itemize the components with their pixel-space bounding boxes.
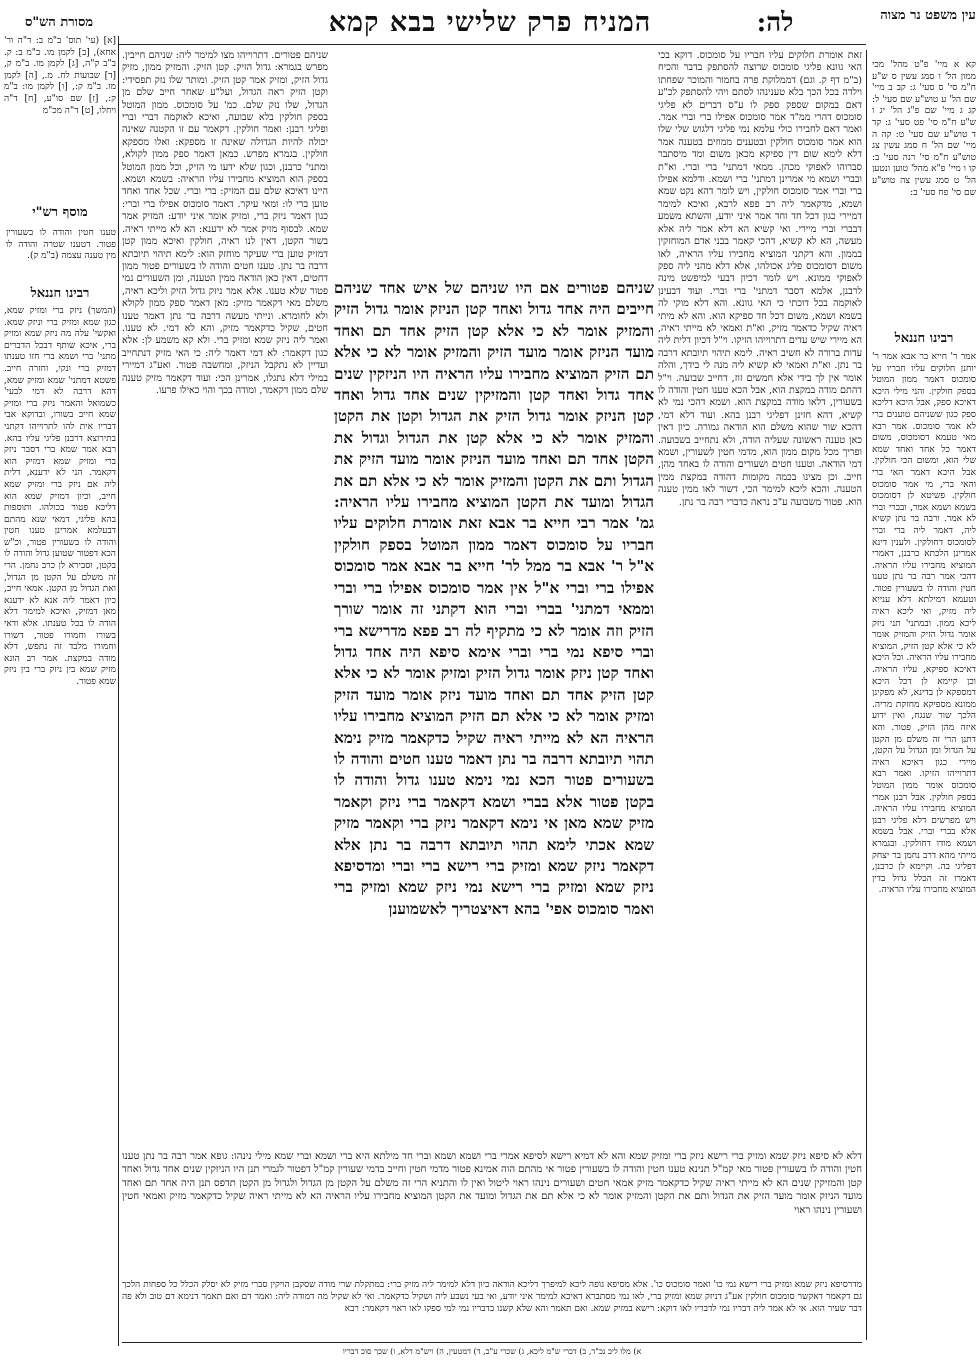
musaf-rashi-text: טענו חטין והודה לו בשעורין פטור. דטענו שטרה והודה לו מין טענה עצמה (ב"מ ק). bbox=[6, 228, 116, 262]
musaf-rashi-heading: מוסף רש"י bbox=[32, 205, 88, 220]
ein-mishpat-text: קא א מיי' פ"ט מהל' מכי ממון הל' ו סמג עשין ס ש"ע ח"מ סי' ס סעי' ג: קב ב מיי' שם הל' ע טוש"ע שם סעי' ל: קג ג מיי' שם פ"ג הל' יג ו ש"ע ח"מ סי' פט סעי' ג: קד ד טוש"ע שם סעי' ט: קה ה מיי' שם הל' ח סמג עשין צג טוש"ע ח"מ סי' רנה סעי' ב: קו ו מיי' פ"א מהל' טוען ונטען הל' ט סמג עשין צה טוש"ע שם סי' פח סעי' ב: bbox=[872, 60, 976, 198]
rabbenu-hananel-left-text: (המשך) ניזק ברי ומזיק שמא, כגון שמא ומזיק ברי וניזק שמא. ואקשי' עלה מה ניזק שמא ומזיק ברי, איכא שותף דבכל הדברים מתני' ברי ושמא ברי חזו טענתו דמזיק ברי ונקי, וחזרה חייב. פשטא דמתני' שמא ומזיק שמא, דהא דרבה לא דמי לבעי' כשמואל והאמר ניזק ברי ומזיק שמא חייב בשורו, ובדוקא אבי דבריו אית להו לתרוייהו דקתני בתירוצא דרבנן פליגי עליו בהא. רבא אמר שמא ברי דסבר ניזק ברי ומזיק שמא דמזיק הוא דקאמר. הני לא ידענא, דלית ליה אם ניזק ברי ומזיק שמא חייב, וכיון דמזיק שמא הוא דליכא פטור בכולהו. ותוספות בהא פליגי, דמאי שנא מהתם דבעלמא אמרינן טענו חטין והודה לו בשעורין פטור, וכ"ש הכא דפטור שטוען גדול והודה לו בקטן, וסבירא לן כרב נחמן. הרי זה משלם על הקטן מן הגדול, ואת הגדול מן הקטן. אמאי חייב, כיון דאמר ליה אנא לא ידענא מאן דמזיק, ואיכא למימר דלא הודה לו בכל טענתו. אלא ודאי בשורו וחמורו פטור, דשורו וחמורו מלבד זה נתפש, דלא מודה במקצת. אמר רב הונא מזיק שמא בין ניזק ברי בין ניזק שמא פטור. bbox=[4, 306, 116, 687]
mesoret-hashas-text: [א] (עי' תוס' ב"מ ב: ד"ה ור' אחא), [ב] לקמן מו. ב"מ ב: ק. ב"ב ק"ה, [ג] לקמן מו. ב"מ ק, [ד] שבועות לח. מ., [ה] לקמן מו. ב"מ ק:, [ו] לקמן מו: ב"מ ק:, [ז] שם סו"ע, [ח] ד"ה ויחלו, [ט] ד"ה מכ"מ bbox=[4, 36, 116, 116]
rabbenu-hananel-right-text: אמר ר' חייא בר אבא אמר ר' יוחנן חלוקים עליו חבריו על סומכוס דאמר ממון המוטל בספק חולקין. והני מילי היכא דאיכא ספק, אבל היכא דליכא ספק כגון ששניהם טוענים ברי לא אמר סומכוס. אמר רבא מאי טעמא דסומכוס, משום דאמר כל אחד ואחד שמא שלי הוא, ומשום הכי חולקין. אבל היכא דאמר האי ברי והאי ברי, מי אמר סומכוס חולקין. פשיטא לן דסומכוס בשמא ושמא אמר, ובברי וברי לא אמר. ורבה בר נתן קשיא ליה, דאמר ליה ברי וברי לסומכוס דחולקין. ולענין דינא אמרינן הלכתא כרבנן, דאמרי המוציא מחבירו עליו הראיה. דהכי אמר רבה בר נתן טענו חטין והודה לו בשעורין פטור. וטעמא דמילתא דלא ענייא ליה מזיק, ואי ליכא ראיה ליכא ממון. ובמתני' תני ניזק אומר גדול הזיק והמזיק אומר לא כי אלא קטן הזיק, המוציא מחבירו עליו הראיה. וכל היכא דאיכא ספיקא, עליו הראיה. וכן קיימא לן דכל היכא דמספקא לן בדינא, לא מפקינן ממונא מספיקא מחזקת מריה. הלכך שור שנגח, ואין ידוע איזה מהן הזיק, פטור. והא דתנן הרי זה משלם מן הקטן על הגדול ומן הגדול על הקטן, מיירי כגון דאיכא ראיה דתרוייהו הזיקו. ואמר רבא סומכוס אומר ממון המוטל בספק חולקין. אבל רבנן אמרי המוציא מחבירו עליו הראיה. ויש מפרשים דלא פליגי רבנן אלא בברי וברי. אבל בשמא ושמא מודו דחולקין. ובגמרא מייתי מהא דרב נחמן בר יצחק דפליגי בה. וקיימא לן כרבנן, דאמרו זה הכלל גדול בדין המוציא מחבירו עליו הראיה. bbox=[872, 352, 976, 896]
rabbenu-hananel-right-heading: רבינו חננאל bbox=[894, 331, 954, 346]
left-column-rule bbox=[118, 36, 119, 1346]
page-title: המניח פרק שלישי בבא קמא bbox=[328, 7, 652, 38]
daf-number: לה: bbox=[756, 8, 794, 38]
right-column-rule bbox=[866, 50, 867, 1340]
tosafot-lower: מדרסיפא ניזק שמא ומזיק ברי רישא נמי כו' ואמר סומכוס כו'. אלא מסיפא גופה ליכא למיפרך דליכא הודאה כיון דלא למימר ליה מזיק ברי: במתקלת שרי מודה שסקבן הויקין סברי מזיק לא יסלק הכלל כל ספחות הלכך גם דקאמר דאקשר סומכוס חולקין אע"ג דניזק שמא ומזיק ברי, לאו נמי מסתברא דאיכא למימר איני יודע, ואי בעי נשבע ליה ושקיל כדקאמר. ואי לא שקיל מה דמודה ליה: ואמר דם ואם תאמר דנימא דם טוב ולא פה דבר שעיר הוא. אי לא אמר ליה דבריו נמי לדבריו לאו דוקא: רישא במזיק שמא. ואם תאמר והא שלא קשנו בדבריו נמי למי ספקו לאו ראוי דקאמר: רבא bbox=[122, 1280, 862, 1314]
header-rule bbox=[118, 44, 866, 45]
rashi-column: שניהם פטורים. דתרוייהו מצו למימר ליה: שניהם חייבין. מפרש בגמרא: גדול הזיק. קטן הזיק. והמזיק ממון, מזיק גדול הזיק, ומזיק אמר קטן הזיק. ומותר שלו נזק תפסידי: וקטן הזיק ראה הגדול, ועל"ע שאחר חייב שלם מן הגדול, שלו נזק שלם. כמ' על סומכוס. ממון המוטל בספק חולקין בלא שבועה, ואיכא לאוקמה דברי וברי ופליגי רבנן: ואמר חולקין. דקאמר עם זו הקטנה שאינה יכולה להיות הגדולה שאינה זו מספקא: ואלו מספקא חולקין. בגמרא מפרש. כמאן דאמר ספק ממון לקולא, ומתני' כרבנן, וכגון שלא ידעו מי הזיק, וכל ממון המוטל בספק הוא המוציא מחבירו עליו הראיה: בשמא ושמא. היינו דאיכא שלם עם המזיק: ברי וברי. שכל אחד ואחד טוען ברי לו: ומאי עיקר. דאמר סומכוס אפילו ברי וברי: כגון דאמר ניזק ברי, ומזיק אומר איני יודע: המזיק אמר שמא. לבסוף מזיק אמר לא ידענא: הא לא מייתי ראיה. בשור הקטן, דאין לנו ראיה, חולקין ואיכא ממון קטן דמזיק טוען ברי שעיקר מוחזק הוא: לימא תיהוי תיובתא דרבה בר נתן. טענו חטים והודה לו בשעורים פטור ממון דחטים, דאין כאן הודאה ממין הטענה, ומן השעורים נמי פטור שלא טענו. אלא אמר ניזק גדול הזיק וליכא ראיה, משלם מאי דקאמר מזיק: מאן דאמר ספק ממון לקולא ולא לחומרא. ונייתי מעשה דרבה בר נתן דאמר טענו חטים, שקיל כדקאמר מזיק, והא לא דמי. לא טענו. ואמר ליה ניזק שמא ומזיק ברי. ולא קא משמע לן: אלא כגון דקאמר: לא דמי דאמר ליה: כי האי מזיק דנתחייב ועדיין לא נתקבל הניזק, ומחשבה פטור. ואע"ג דמיירי במילי דלא נתגלו, אמרינן הכי: ועוד דקאמר מזיק טענה שלם ממון דקאמר, ומודה בכך והוי כאילו פרעו. bbox=[122, 50, 328, 396]
mesoret-hashas-heading: מסורת הש"ס bbox=[24, 15, 94, 30]
gemara-continuation: דלא לא סיפא ניזק שמא ומזיק ברי רישא ניזק ברי ומזיק שמא והא לא דמיא רישא לסיפא אמרי ברי ושמא ושמא וברי חד מילתא היא ברי ושמא וברי שמא מילי נינהו: גופא אמר רבה בר נתן טענו חטין והודה לו בשעורין פטור מאי קמ"ל תנינא טענו חטין והודה לו בשעורין פטור אי מהתם הוה אמינא פטור מדמי חטין וחייב בדמי שעורין קמ"ל דפטור לגמרי תנן היו הניזקין שנים אחד גדול ואחד קטן והמזיקין שנים הא לא מייתי ראיה שקיל כדקאמר מזיק אמאי חטים ושעורים נינהו ראוי ליטול ואין לו והתניא הרי זה משלם על הקטן מן הגדול ולגדול מן הקטן תדפס תנן היה אחד תם ואחד מועד הניזק אומר מועד הזיק את הגדול ותם את הקטן והמזיק אומר לא כי אלא תם את הגדול ומועד את הקטן המוציא מחבירו עליו הראיה הא לא מייתי ראיה שקיל כדקאמר מזיק ואמאי חטין ושעורין נינהו ראוי bbox=[122, 1151, 862, 1216]
tosafot-column: זאת אומרת חלוקים עליו חבריו על סומכוס. דוקא בכי האי גוונא פליגי סומכוס שרוצה להסתפק בדבר והכיח (ב"מ דף ק. וגם) דממלוקת פרה בחמור והמוכר שפחתו וילדה בכל הכך בלא טענינהו לסתם ויהי להסתפק לכ"ע דאם במקום שספק ספק לו ע"ס דברים לא פליגי סומכוס דהרי ממ"ד אמר סומכוס אפילו ברי וברי אמר. ואמר דאם לחבירו כולי עלמא נמי פליגי דלגוש שלי שלו הוא אמר סומכוס חולקין ובטענים ממוזים בטענה אמר דלא לימא שום דין ספיקא מכאן משום ומד מיסתבר סברוהו לאפוקי מכהן. ממאי דמתני' ברי וברי. וא"ת ובברי ושמא מי אמרינן דמתני' ברי ושמא. ודלמא אפילו ברי וברי אמר סומכוס חולקין, ויש לומר דהא נקט שמא ושמא, מדקאמר ליה רב פפא לרבא, ואיכא למימר דמיירי כגון דכל חד וחד אמר איני יודע, והשתא משמע דבברי וברי מיירי. ואי קשיא הא דלא אמר ליה אלא מעשה, הא לא קשיא, דהכי קאמר בבני אדם המוחזקין בממון. והא דקתני המוציא מחבירו עליו הראיה, לאו משום דסומכוס פליג אכולהו, אלא דלא מהני ליה ספק לאפוקי ממונא. ויש לומר דכיון דבעי למיפשט מינה לרבנן, אלמא דסבר דמתני' ברי וברי. ועוד דבעינן לאוקמה בכל דוכתי כי האי גוונא. והא דלא מוקי לה בשמא ושמא, משום דכל חד ספיקא הוא. והא לא מיתי ראיה שקיל כדאמר מזיק, וא"ת ואמאי לא מייתי ראיה, הא מיירי שיש עדים דתרוייהו הזיקו. וי"ל דכיון דלית ליה עדות ברורה לא חשיב ראיה. לימא תיהוי תיובתא דרבה בר נתן. וא"ת ואמאי לא קשיא ליה מנה לי בידך, והלה אומר אין לך בידי אלא חמשים זוז, דחייב שבועה. וי"ל דהתם מודה במקצת הוא, אבל הכא טענו חטין והודה לו בשעורין, דלאו מודה במקצת הוא. ושמא דהכי נמי לא קשיא, דהא חזינן דפליגי רבנן בהא. ועוד דלא דמי, דהכא שור שהוא משלם הוא הודאה גמורה. כיון דאין כאן טענה ראשונה שעליה הודה, ולא נתחייב בשבועה. ופריך מכל מקום ממון הוא, מדמי חטין לשעורין, ושמא דמי הודאה. וטענו חטים ושעורים והודה לו באחד מהן, חייב. וכן מצינו בכמה מקומות דהודה במקצת ממין הטענה. והכא ליכא למימר הכי, דשור לאו ממין טענה הוא. פטור משבועה ע"כ נראה כדברי רבה בר נתן. bbox=[658, 50, 862, 508]
gemara-text: שניהם פטורים אם היו שניהם של איש אחד שניהם חייבים היה אחד גדול ואחד קטן הניזק אומר גדול הזיק והמזיק אומר לא כי אלא קטן הזיק אחד תם ואחד מועד הניזק אומר מועד הזיק והמזיק אומר לא כי אלא תם הזיק המוציא מחבירו עליו הראיה היו הניזקין שנים אחד גדול ואחד קטן והמזיקין שנים אחד גדול ואחד קטן הניזק אומר גדול הזיק את הגדול וקטן את הקטן והמזיק אומר לא כי אלא קטן את הגדול וגדול את הקטן אחד תם ואחד מועד הניזק אומר מועד הזיק את הגדול ותם את הקטן והמזיק אומר לא כי אלא תם את הגדול ומועד את הקטן המוציא מחבירו עליו הראיה: גמ' אמר רבי חייא בר אבא זאת אומרת חלוקים עליו חבריו על סומכוס דאמר ממון המוטל בספק חולקין א"ל ר' אבא בר ממל לר' חייא בר אבא אמר סומכוס אפילו ברי וברי א"ל אין אמר סומכוס אפילו ברי וברי וממאי דמתני' בברי וברי הוא דקתני זה אומר שורך הזיק וזה אומר לא כי מתקיף לה רב פפא מדרישא ברי וברי סיפא נמי ברי וברי אימא סיפא היה אחד גדול ואחד קטן ניזק אומר גדול הזיק ומזיק אומר לא כי אלא קטן הזיק אחד תם ואחד מועד ניזק אומר מועד הזיק ומזיק אומר לא כי אלא תם הזיק המוציא מחבירו עליו הראיה הא לא מייתי ראיה שקיל כדקאמר מזיק נימא תהוי תיובתא דרבה בר נתן דאמר טענו חטים והודה לו בשעורים פטור הכא נמי נימא טענו גדול והודה לו בקטן פטור אלא בברי ושמא דקאמר ברי ניזק וקאמר מזיק שמא מאן אי נימא דקאמר ניזק ברי וקאמר מזיק שמא אכתי לימא תהוי תיובתא דרבה בר נתן אלא דקאמר ניזק שמא ומזיק ברי רישא ברי וברי ומדסיפא ניזק שמא ומזיק ברי רישא נמי ניזק שמא ומזיק ברי ואמר סומכוס אפי' בהא דאיצטריך לאשמוענן bbox=[334, 279, 654, 918]
ein-mishpat-heading: עין משפט נר מצוה bbox=[880, 8, 976, 23]
rabbenu-hananel-left-heading: רבינו חננאל bbox=[30, 286, 90, 301]
footnotes: א) מלו ליכ נכ"ד, ב) דכרי ש"מ ליכא, ג) שכרי ע"כ, ד) דמטעין, ה) ויש"מ דלא, ו) שכך סוכ דבריו bbox=[342, 1347, 642, 1356]
